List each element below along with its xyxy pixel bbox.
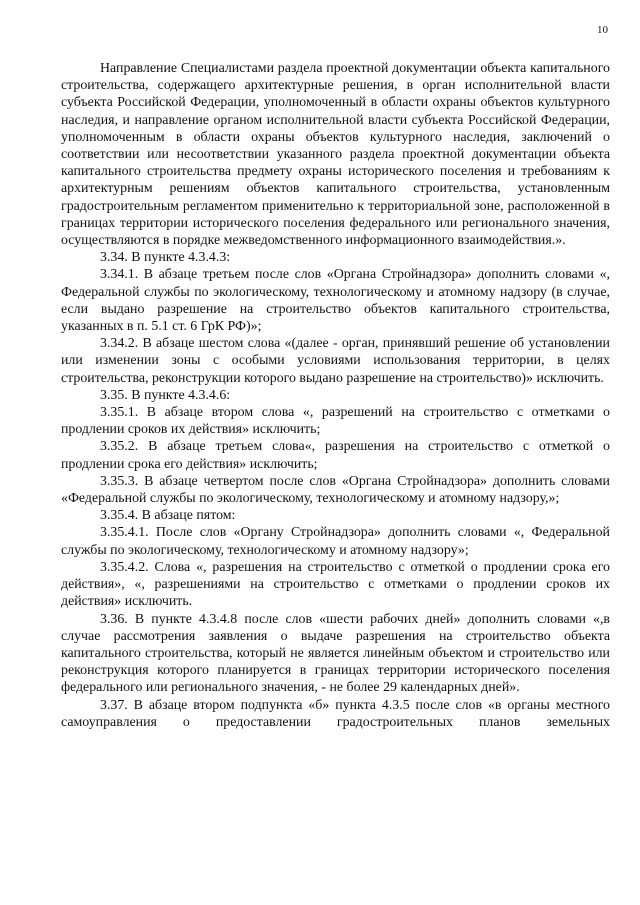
paragraph: 3.34.2. В абзаце шестом слова «(далее - орган, принявший решение об установлении или изменении зоны с особыми условиями использования территории, в целях строительства, реконструкции которого выдано разрешение на строительство)» исключить. [61,336,610,386]
paragraph: 3.35.4.2. Слова «, разрешения на строительство с отметкой о продлении срока его действия», «, разрешениями на строительство с отметками о продлении сроков их действия» исключить. [61,559,610,610]
paragraph: 3.35.2. В абзаце третьем слова«, разрешения на строительство с отметкой о продлении срока его действия» исключить; [61,439,610,472]
document-body [61,60,610,731]
paragraph: 3.35. В пункте 4.3.4.6: [100,387,231,403]
paragraph: 3.35.3. В абзаце четвертом после слов «Органа Стройнадзора» дополнить словами «Федеральной службы по экологическому, технологическому и атомному надзору,»; [61,473,610,507]
paragraph: Направление Специалистами раздела проектной документации объекта капитального строительства, содержащего архитектурные решения, в орган исполнительной власти субъекта Российской Федерации, уполномоченный в области охраны объектов культурного наследия, и направление органом исполнительной власти субъекта Российской Федерации, уполномоченным в области охраны объектов культурного наследия, заключений о соответствии или несоответствии указанного раздела проектной документации объекта капитального строительства предмету охраны исторического поселения и требованиям к архитектурным решениям объектов капитального строительства, установленным градостроительным регламентом применительно к территориальной зоне, расположенной в границах территории исторического поселения федерального или регионального значения, осуществляются в порядке межведомственного информационного взаимодействия.». [61,61,610,249]
paragraph: 3.34. В пункте 4.3.4.3: [100,250,231,266]
paragraph: 3.36. В пункте 4.3.4.8 после слов «шести рабочих дней» дополнить словами «,в случае рассмотрения заявления о выдаче разрешения на строительство объекта капитального строительства, который не является линейным объектом и строительство или реконструкция которого планируется в границах территории исторического поселения федерального или регионального значения, - не более 29 календарных дней». [61,611,610,696]
paragraph: 3.35.4.1. После слов «Органу Стройнадзора» дополнить словами «, Федеральной службы по экологическому, технологическому и атомному надзору»; [61,525,610,558]
paragraph: 3.37. В абзаце втором подпункта «б» пункта 4.3.5 после слов «в органы местного самоуправления о предоставлении градостроительных планов земельных [61,697,610,730]
page-number: 10 [597,24,608,36]
paragraph: 3.35.4. В абзаце пятом: [100,508,236,524]
paragraph: 3.35.1. В абзаце втором слова «, разрешений на строительство с отметками о продлении сроков их действия» исключить; [61,405,610,438]
paragraph: 3.34.1. В абзаце третьем после слов «Органа Стройнадзора» дополнить словами «, Федеральной службы по экологическому, технологическому и атомному надзору (в случае, если выдано разрешение на строительство объектов капитального строительства, указанных в п. 5.1 ст. 6 ГрК РФ)»; [61,267,610,335]
